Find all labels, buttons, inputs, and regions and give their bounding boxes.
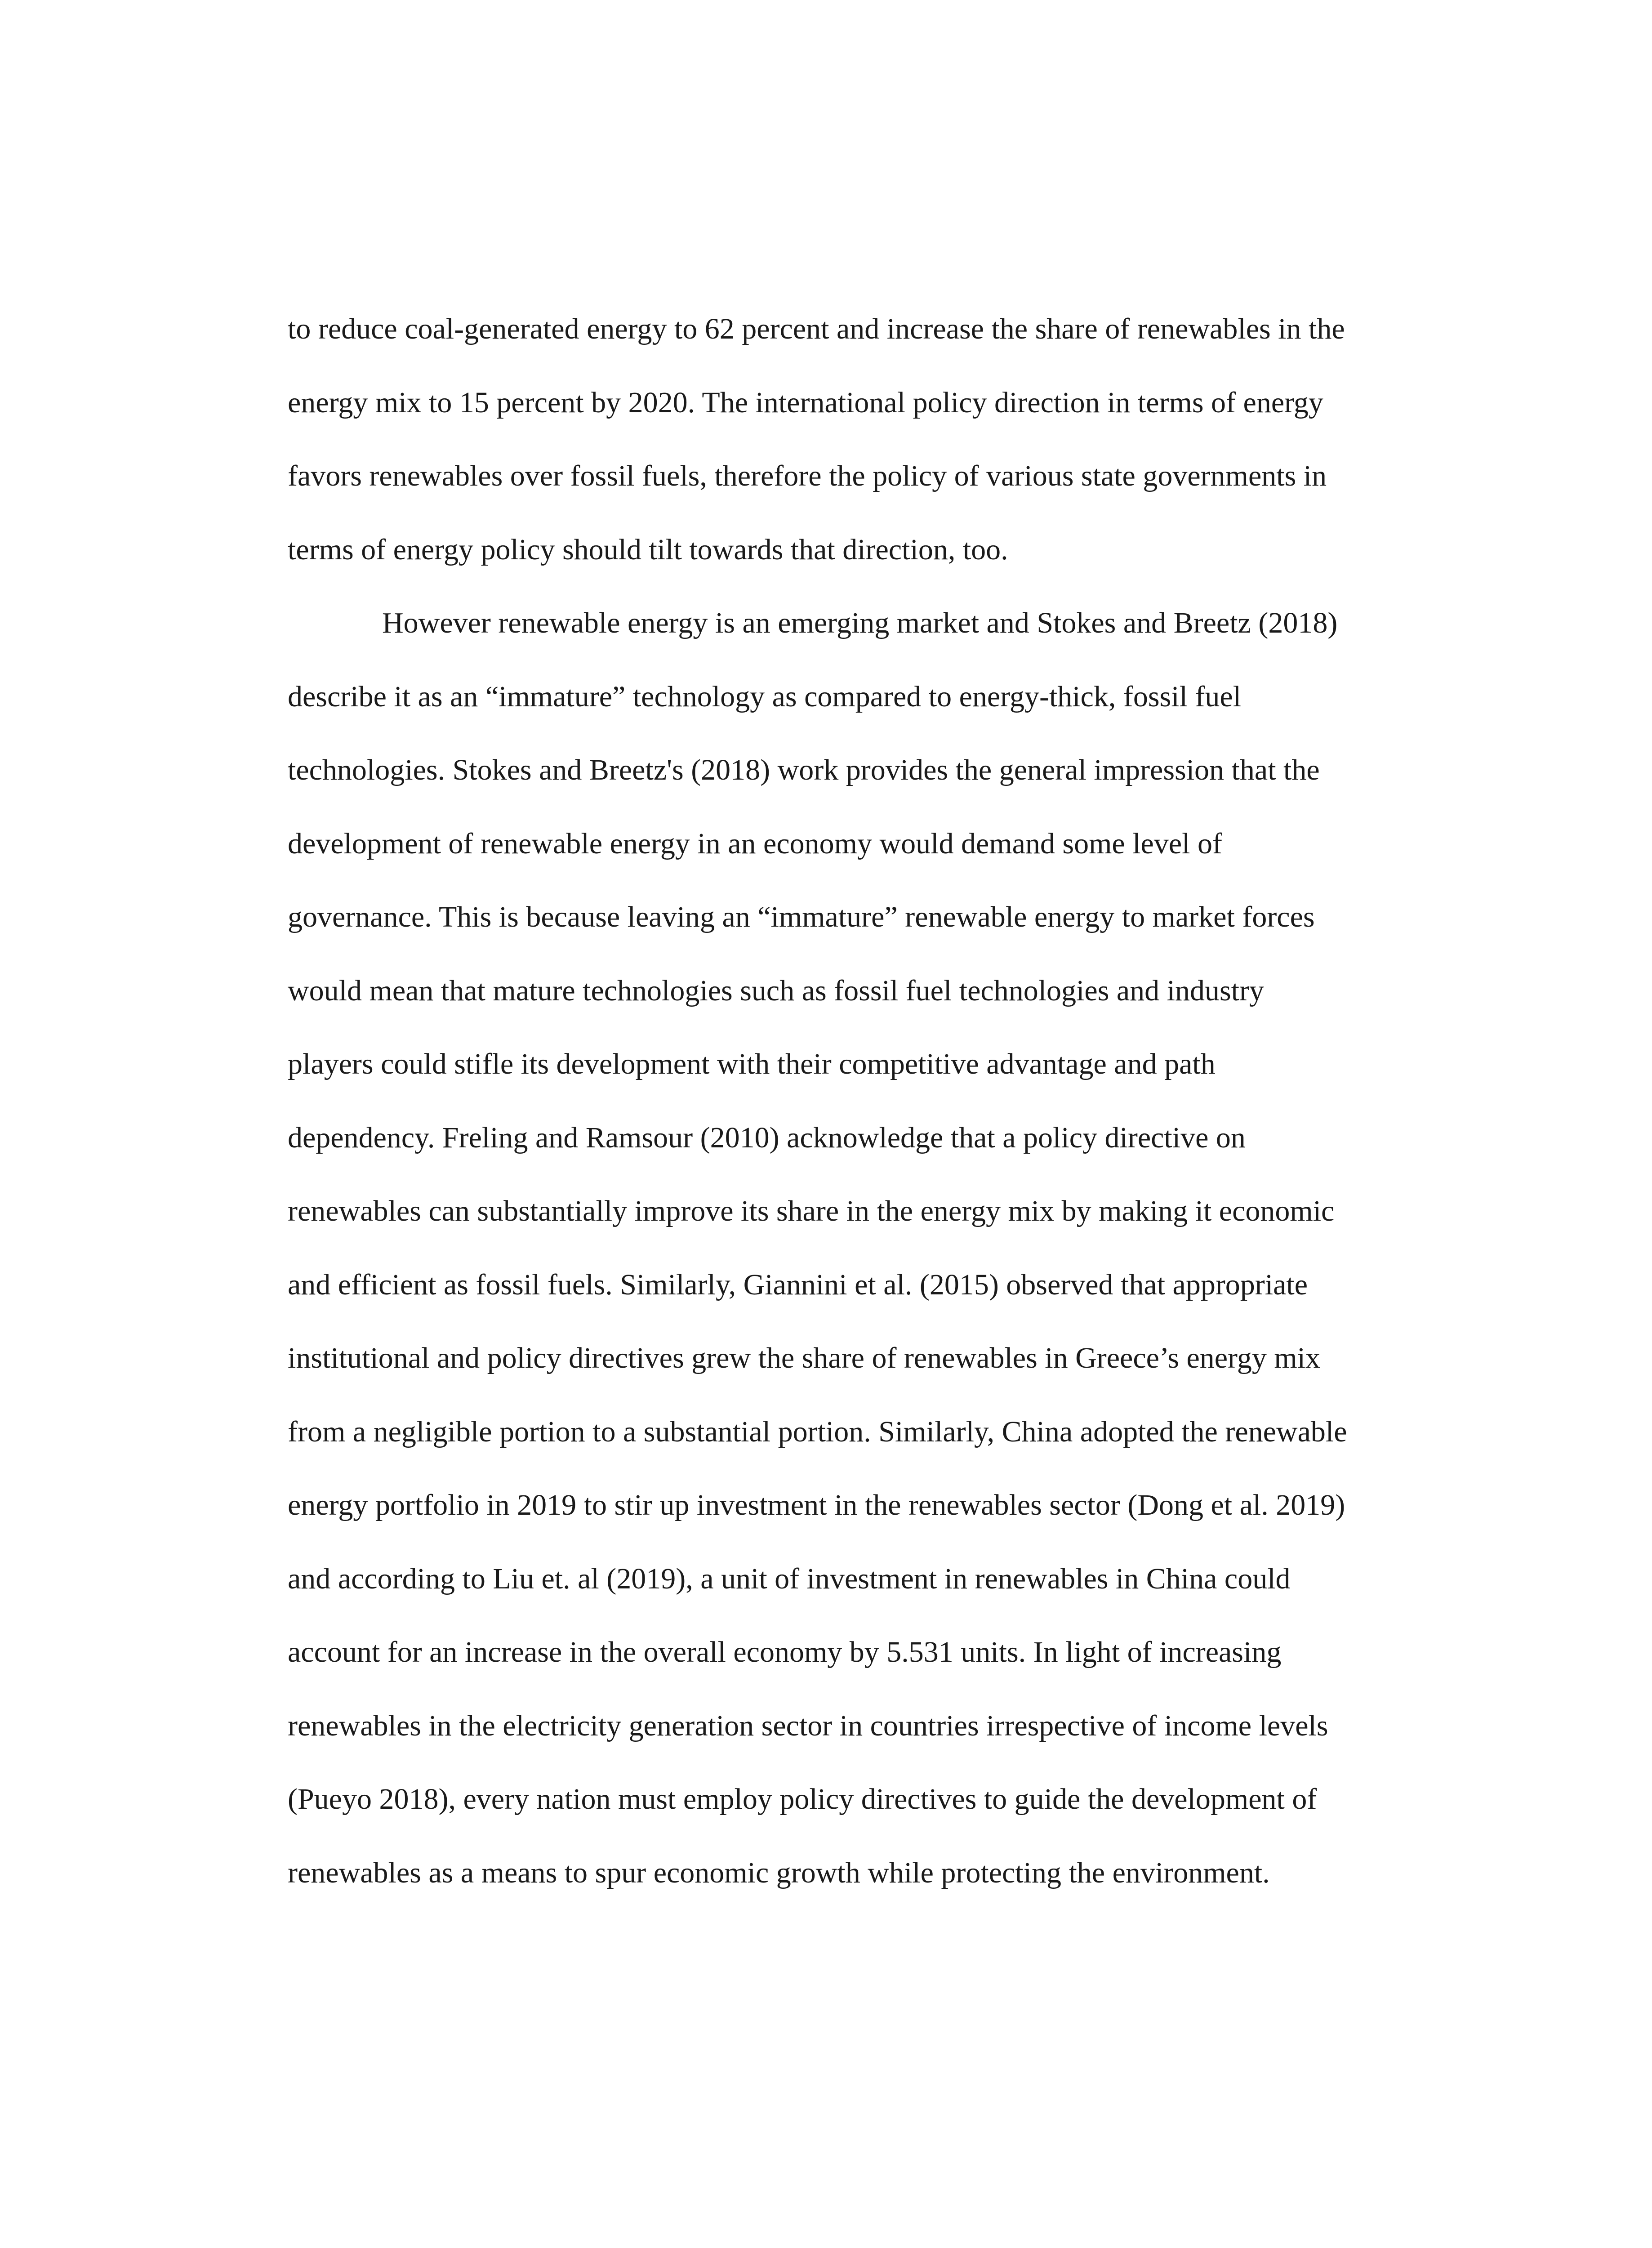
- text-line: renewables can substantially improve its share in the energy mix by making it economic: [288, 1195, 1335, 1227]
- paragraph-first-line: However renewable energy is an emerging market and Stokes and Breetz (2018): [382, 607, 1338, 639]
- text-line: to reduce coal-generated energy to 62 percent and increase the share of renewables in the: [288, 312, 1345, 345]
- text-line: and efficient as fossil fuels. Similarly, Giannini et al. (2015) observed that appropriate: [288, 1268, 1308, 1301]
- text-line: favors renewables over fossil fuels, therefore the policy of various state governments in: [288, 459, 1327, 492]
- text-line: energy mix to 15 percent by 2020. The international policy direction in terms of energy: [288, 386, 1323, 419]
- text-line: development of renewable energy in an economy would demand some level of: [288, 827, 1222, 860]
- text-line: technologies. Stokes and Breetz's (2018) work provides the general impression that the: [288, 754, 1320, 786]
- text-line: account for an increase in the overall economy by 5.531 units. In light of increasing: [288, 1636, 1282, 1668]
- text-line: and according to Liu et. al (2019), a unit of investment in renewables in China could: [288, 1562, 1291, 1595]
- text-line: terms of energy policy should tilt towards that direction, too.: [288, 533, 1008, 566]
- text-line: describe it as an “immature” technology as compared to energy-thick, fossil fuel: [288, 680, 1242, 713]
- text-line: dependency. Freling and Ramsour (2010) acknowledge that a policy directive on: [288, 1121, 1246, 1154]
- text-line: governance. This is because leaving an “immature” renewable energy to market forces: [288, 901, 1315, 933]
- text-line: institutional and policy directives grew the share of renewables in Greece’s energy mix: [288, 1342, 1321, 1374]
- text-line: players could stifle its development with their competitive advantage and path: [288, 1048, 1216, 1080]
- text-line: renewables as a means to spur economic growth while protecting the environment.: [288, 1856, 1270, 1889]
- body-text: [288, 292, 1432, 1909]
- text-line: would mean that mature technologies such as fossil fuel technologies and industry: [288, 974, 1265, 1007]
- text-line: energy portfolio in 2019 to stir up investment in the renewables sector (Dong et al. 2019): [288, 1489, 1345, 1521]
- text-line: from a negligible portion to a substantial portion. Similarly, China adopted the renewable: [288, 1415, 1347, 1448]
- text-line: renewables in the electricity generation sector in countries irrespective of income levels: [288, 1709, 1328, 1742]
- text-line: (Pueyo 2018), every nation must employ policy directives to guide the development of: [288, 1783, 1317, 1815]
